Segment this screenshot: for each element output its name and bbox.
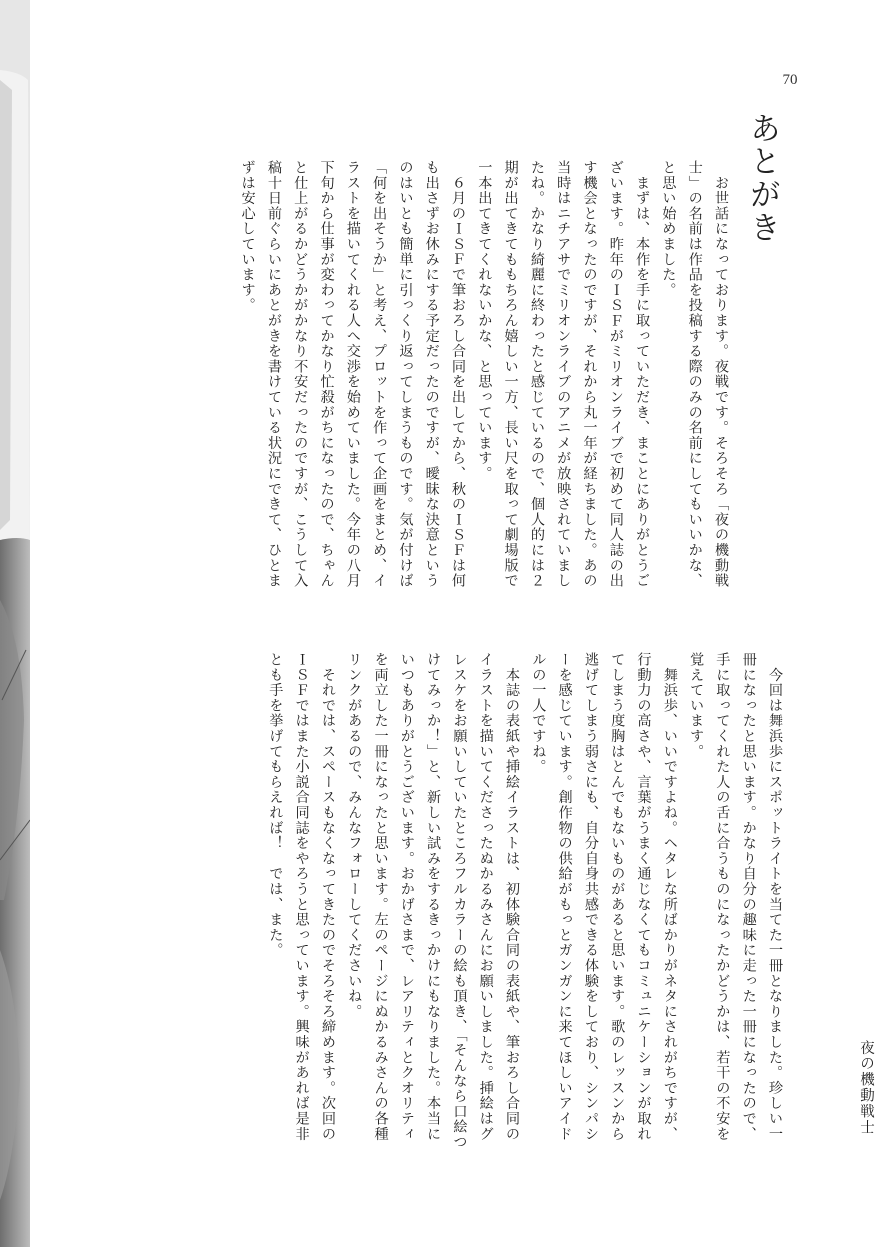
cover-art-edge [0, 0, 30, 1247]
signature-wrap [856, 1040, 877, 1135]
page-number: 70 [782, 72, 798, 88]
body-text-lower: 今回は舞浜歩にスポットライトを当てた一冊となりました。珍しい一冊になったと思います。かなり自分の趣味に走った一冊になったので、手に取ってくれた人の舌に合うものになったかどうかは、若干の不安を覚えています。 舞浜歩、いいですよね。ヘタレな所ばかりがネタにされがちですが、行動力の高さや、言葉がうまく通じなくてもコミュニケーションが取れてしまう度胸はとんでもないものがあると思います。歌のレッスンから逃げてしまう弱さにも、自分自身共感できる体験をしており、シンパシーを感じています。創作物の供給がもっとガンガンに来てほしいアイドルの一人ですね。 本誌の表紙や挿絵イラストは、初体験合同の表紙や、筆おろし合同のイラストを描いてくださったぬかるみさんにお願いしました。挿絵はグレスケをお願いしていたところフルカラーの絵も頂き、「そんなら口絵つけてみっか！」と、新しい試みをするきっかけにもなりました。本当にいつもありがとうございます。おかげさまで、レアリティとクオリティを両立した一冊になったと思います。左のページにぬかるみさんの各種リンクがあるので、みんなフォローしてくださいね。 それでは、スペースもなくなってきたのでそろそろ締めます。次回のＩＳＦではまた小説合同誌をやろうと思っています。興味があれば是非とも手を挙げてもらえれば！ では、また。 [267, 652, 783, 1150]
page-title: あとがき [744, 112, 780, 244]
author-signature: 夜の機動戦士 [858, 1040, 874, 1136]
body-text-upper: お世話になっております。夜戦です。そろそろ「夜の機動戦士」の名前は作品を投稿する際のみの名前にしてもいいかな、と思い始めました。 まずは、本作を手に取っていただき、まことにありがとうございます。昨年のＩＳＦがミリオンライブで初めて同人誌の出す機会となったのですが、それから丸一年が経ちました。あの当時はニチアサでミリオンライブのアニメが放映されていましたね。かなり綺麗に終わったと感じているので、個人的には２期が出てきてももちろん嬉しい一方、長い尺を取って劇場版で一本出てきてくれないかな、と思っています。 ６月のＩＳＦで筆おろし合同を出してから、秋のＩＳＦは何も出さずお休みにする予定だったのですが、曖昧な決意というのはいとも簡単に引っくり返ってしまうものです。気が付けば「何を出そうか」と考え、プロットを作って企画をまとめ、イラストを描いてくれる人へ交渉を始めていました。今年の八月下旬から仕事が変わってかなり忙殺がちになったので、ちゃんと仕上がるかどうかがかなり不安だったのですが、こうして入稿十日前ぐらいにあとがきを書けている状況にできて、ひとまずは安心しています。 [239, 160, 729, 589]
